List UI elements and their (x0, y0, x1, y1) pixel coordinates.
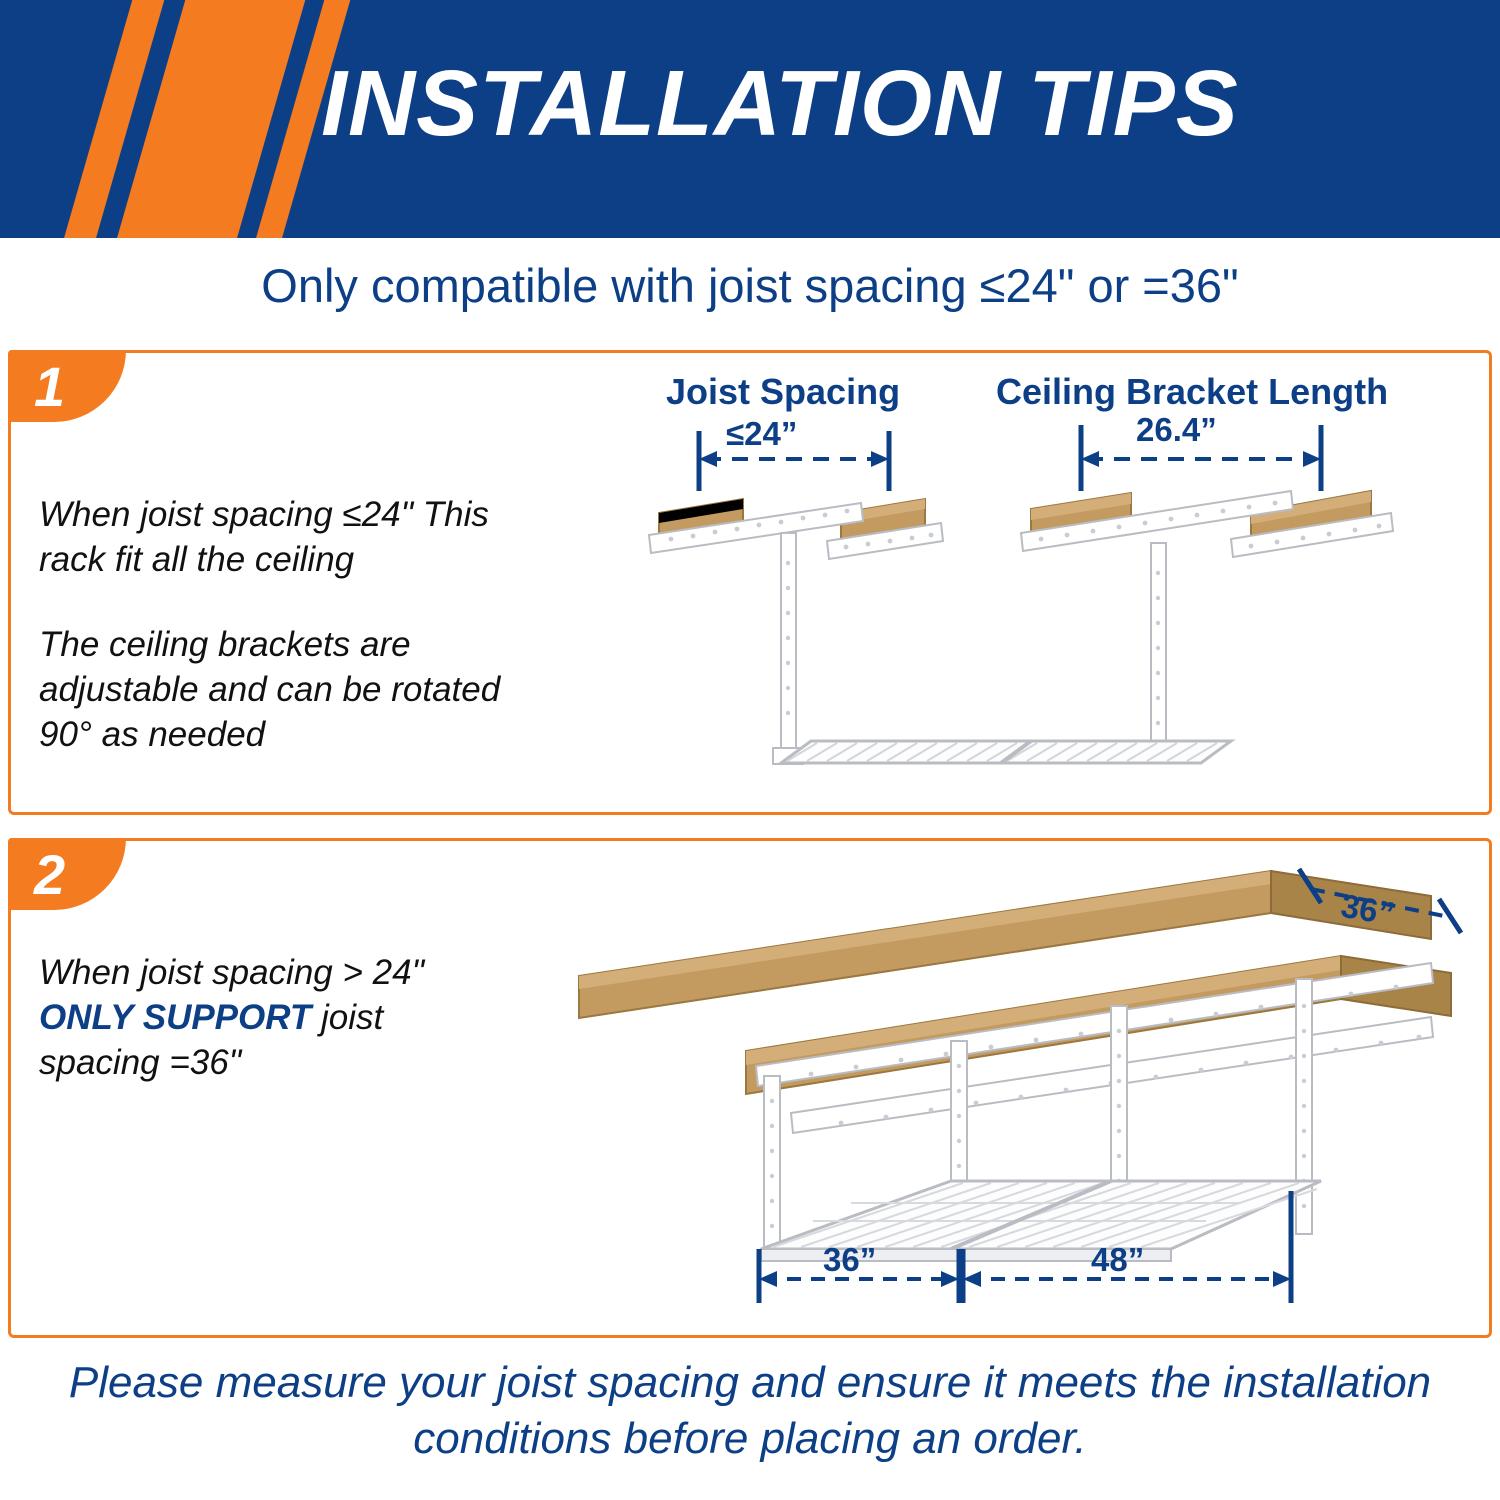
step-2-badge: 2 (8, 838, 126, 910)
footer-note: Please measure your joist spacing and ensure it meets the installation conditions before placing an order. (68, 1358, 1432, 1464)
rack-depth-36-label: 36” (823, 1241, 877, 1278)
bracket-length-value-label: 26.4” (1136, 411, 1217, 448)
page-title: INSTALLATION TIPS (321, 51, 1239, 155)
rack-width-48-label: 48” (1091, 1241, 1145, 1278)
compatibility-subtitle: Only compatible with joist spacing ≤24" or =36" (261, 259, 1239, 312)
header-banner (0, 0, 1500, 238)
step-2-text-part-1: When joist spacing > 24" (39, 953, 424, 992)
step-2-text-emphasis: ONLY SUPPORT (39, 997, 312, 1037)
step-2-panel (8, 838, 1492, 1338)
step-2-paragraph (39, 951, 509, 1085)
step-1-badge: 1 (8, 350, 126, 422)
step-1-paragraph-1: When joist spacing ≤24" This rack fit all the ceiling (39, 495, 489, 579)
joist-spacing-title-label: Joist Spacing (666, 371, 901, 412)
bracket-length-title-label: Ceiling Bracket Length (996, 371, 1389, 412)
joist-spacing-36-label: 36” (1338, 886, 1398, 933)
step-2-text-part-2: joist spacing =36" (39, 997, 384, 1082)
joist-spacing-value-label: ≤24” (726, 415, 798, 452)
step-1-paragraph-2: The ceiling brackets are adjustable and can be rotated 90° as needed (39, 625, 501, 754)
step-1-panel (8, 350, 1492, 815)
